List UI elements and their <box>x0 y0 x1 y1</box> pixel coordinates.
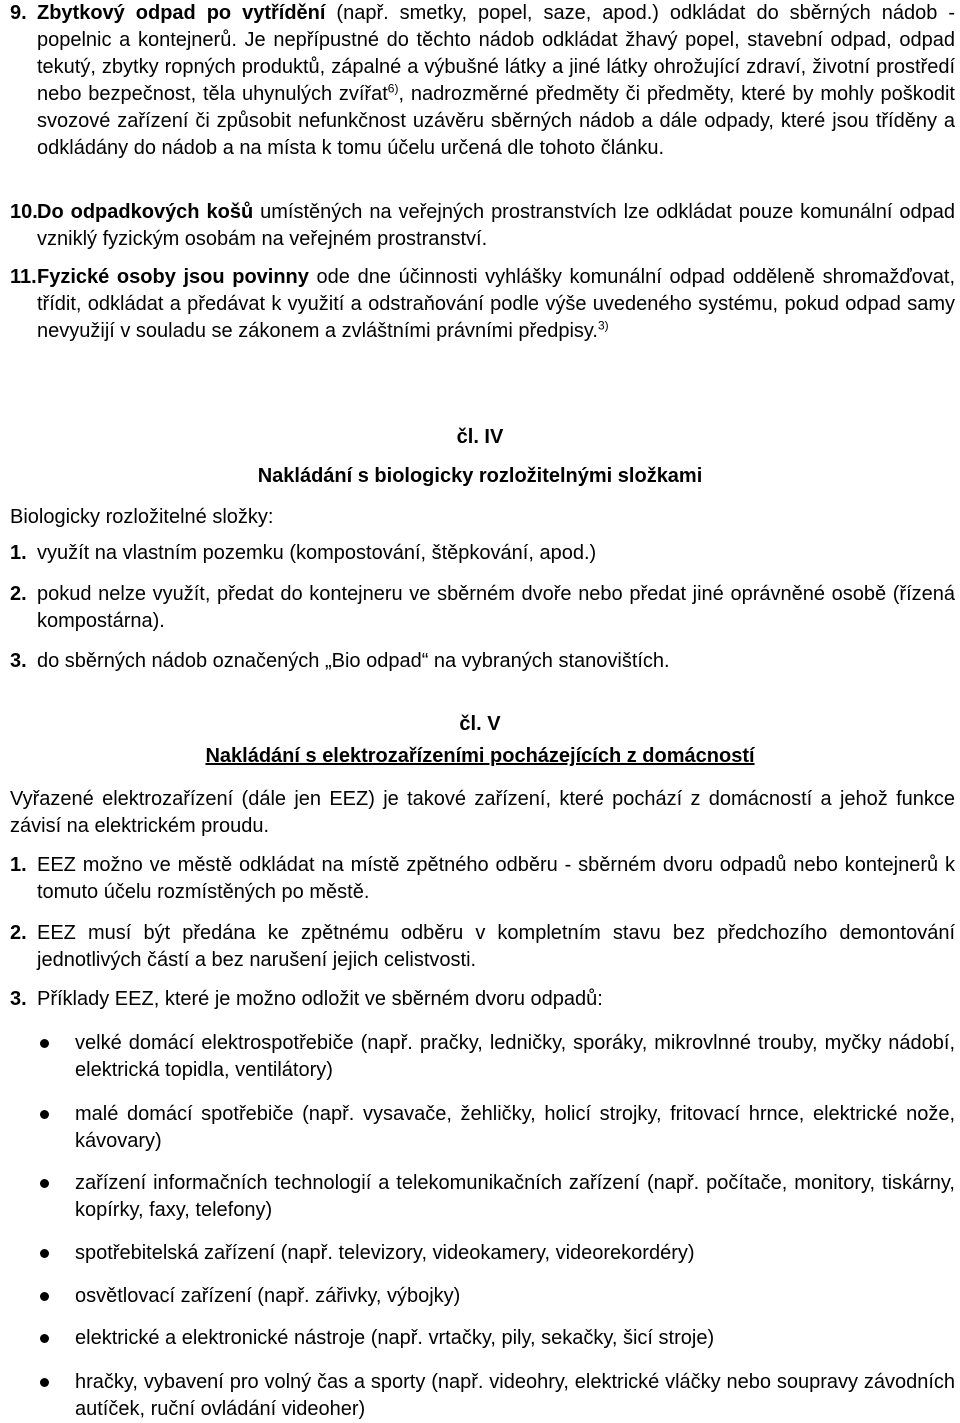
article-heading: čl. IV <box>456 426 504 448</box>
paragraph-text: , nadrozměrné předměty či předměty, které by mohly poškodit svozové zařízení či způsobit nefunkčnost uzávěru sběrných nádob a dále odpady, které jsou tříděny a odkládány do nádob a na místa k tomu účelu určená dle tohoto článku. <box>37 83 955 159</box>
list-item <box>10 540 955 567</box>
bullet-item: malé domácí spotřebiče (např. vysavače, žehličky, holicí strojky, fritovací hrnce, elektrické nože, kávovary) <box>10 1101 955 1155</box>
list-item <box>10 986 955 1013</box>
paragraph-text: (např. smetky, popel, saze, apod.) odkládat do sběrných nádob - popelnic a kontejnerů. Je nepřípustné do těchto nádob odkládat žhavý popel, stavební odpad, odpad tekutý, zbytky ropných produktů, zápalné a výbušné látky a jiné látky ohrožující zdraví, životní prostředí nebo bezpečnost, těla uhynulých zvířat <box>37 2 955 105</box>
article-title-wrap <box>0 743 960 770</box>
list-number: 3. <box>10 650 27 672</box>
article-title: Nakládání s biologicky rozložitelnými složkami <box>257 465 703 487</box>
list-text: EEZ možno ve městě odkládat na místě zpětného odběru - sběrném dvoru odpadů nebo kontejnerů k tomuto účelu rozmístěných po městě. <box>37 854 955 903</box>
list-number: 1. <box>10 542 27 564</box>
bullet-item: osvětlovací zařízení (např. zářivky, výbojky) <box>10 1283 955 1310</box>
bullet-item: spotřebitelská zařízení (např. televizory, videokamery, videorekordéry) <box>10 1240 955 1267</box>
bullet-item: velké domácí elektrospotřebiče (např. pračky, ledničky, sporáky, mikrovlnné trouby, myčky nádobí, elektrická topidla, ventilátory) <box>10 1030 955 1084</box>
bullet-item: hračky, vybavení pro volný čas a sporty (např. videohry, elektrické vláčky nebo soupravy závodních autíček, ruční ovládání videoher) <box>10 1369 955 1423</box>
paragraph-number: 9. <box>10 2 27 24</box>
list-text: do sběrných nádob označených „Bio odpad“ na vybraných stanovištích. <box>37 650 670 672</box>
list-intro: Biologicky rozložitelné složky: <box>10 506 274 528</box>
paragraph-lead: Zbytkový odpad po vytřídění <box>37 2 326 24</box>
paragraph-number: 10. <box>10 201 38 223</box>
list-item <box>10 648 955 675</box>
paragraph-text: umístěných na veřejných prostranstvích lze odkládat pouze komunální odpad vzniklý fyzickým osobám na veřejném prostranství. <box>37 201 955 250</box>
list-number: 2. <box>10 583 27 605</box>
list-number: 3. <box>10 988 27 1010</box>
bullet-item: zařízení informačních technologií a telekomunikačních zařízení (např. počítače, monitory, tiskárny, kopírky, faxy, telefony) <box>10 1170 955 1224</box>
paragraph-lead: Fyzické osoby jsou povinny <box>37 266 309 288</box>
footnote-ref: 6) <box>387 81 399 96</box>
paragraph-number: 11. <box>10 266 37 288</box>
list-item <box>10 920 955 974</box>
list-item <box>10 581 955 635</box>
article-intro: Vyřazené elektrozařízení (dále jen EEZ) je takové zařízení, které pochází z domácností a jehož funkce závisí na elektrickém proudu. <box>10 788 955 837</box>
paragraph-11 <box>10 264 955 345</box>
paragraph-10 <box>10 199 955 253</box>
list-text: využít na vlastním pozemku (kompostování, štěpkování, apod.) <box>37 542 597 564</box>
list-item <box>10 852 955 906</box>
paragraph-lead: Do odpadkových košů <box>37 201 254 223</box>
paragraph-text: ode dne účinnosti vyhlášky komunální odpad odděleně shromažďovat, třídit, odkládat a předávat k využití a odstraňování podle výše uvedeného systému, pokud odpad samy nevyužijí v souladu se zákonem a zvláštními právními předpisy. <box>37 266 956 342</box>
list-text: pokud nelze využít, předat do kontejneru ve sběrném dvoře nebo předat jiné oprávněné osobě (řízená kompostárna). <box>37 583 955 632</box>
list-number: 2. <box>10 922 27 944</box>
list-text: EEZ musí být předána ke zpětnému odběru v kompletním stavu bez předchozího demontování jednotlivých částí a bez narušení jejich celistvosti. <box>37 922 955 971</box>
list-text: Příklady EEZ, které je možno odložit ve sběrném dvoru odpadů: <box>37 988 603 1010</box>
footnote-ref: 3) <box>598 318 609 333</box>
article-title: Nakládání s elektrozařízeními pocházejících z domácností <box>205 745 755 767</box>
paragraph-9 <box>10 0 955 162</box>
list-number: 1. <box>10 854 27 876</box>
bullet-item: elektrické a elektronické nástroje (např. vrtačky, pily, sekačky, šicí stroje) <box>10 1325 955 1352</box>
article-heading: čl. V <box>459 713 501 735</box>
